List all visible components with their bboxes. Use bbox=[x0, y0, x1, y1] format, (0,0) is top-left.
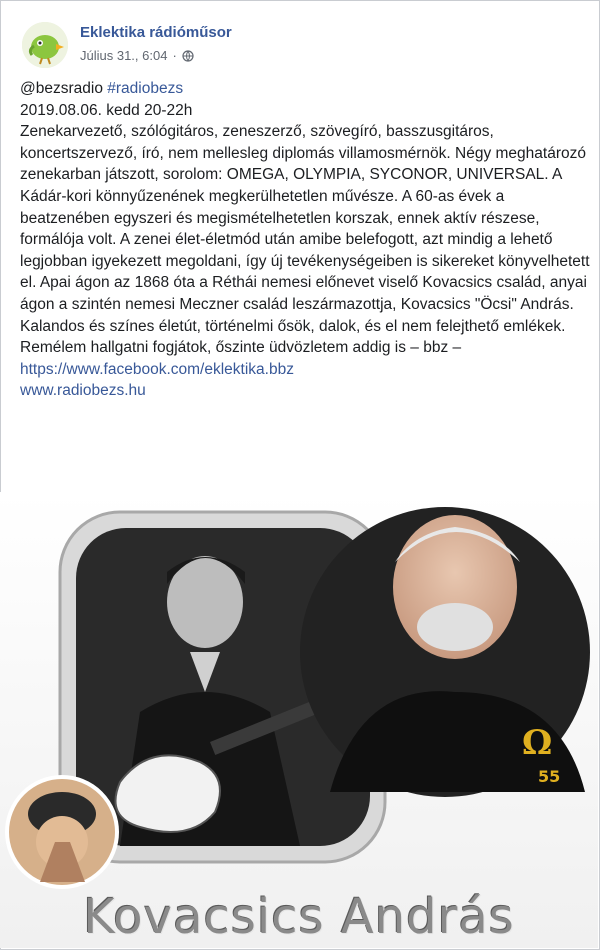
post-image[interactable] bbox=[0, 492, 598, 948]
post-body: Zenekarvezető, szólógitáros, zeneszerző, szövegíró, basszusgitáros, koncertszervező, író, nem mellesleg diplomás villamosmérnök. Négy meghatározó zenekarban játszott, sorolom: OMEGA, OLYMPIA, SYCONOR, UNIVERSAL. A Kádár-kori könnyűzenének megkerülhetetlen művésze. A 60-as évek a beatzenében egyszeri és megismételhetetlen korszak, ennek aktív részese, formálója volt. A zenei élet-életmód után amibe belefogott, azt mindig a lehető legjobban igyekezett megoldani, így új tevékenységeiben is sikereket könyvelhetett el. Apai ágon az 1868 óta a Réthái nemesi előnevet viselő Kovacsics család, anyai ágon a szintén nemesi Meczner család leszármazottja, Kovacsics "Öcsi" András. Kalandos és színes életút, történelmi ősök, dalok, és el nem felejthető emlékek. Remélem hallgatni fogjátok, őszinte üdvözletem addig is – bbz – bbox=[20, 123, 590, 357]
post-text bbox=[20, 78, 590, 402]
hashtag-link[interactable]: #radiobezs bbox=[107, 80, 184, 97]
page-name-link[interactable]: Eklektika rádióműsor bbox=[80, 24, 232, 41]
post-date-link[interactable]: Július 31., 6:04 bbox=[80, 48, 168, 63]
green-bird-logo-icon bbox=[22, 22, 68, 68]
globe-icon[interactable] bbox=[182, 50, 194, 62]
post-meta bbox=[80, 48, 194, 63]
meta-separator: · bbox=[172, 48, 177, 63]
svg-text:Ω: Ω bbox=[522, 723, 553, 763]
mention-link[interactable]: @bezsradio bbox=[20, 80, 103, 97]
collage-image bbox=[0, 492, 598, 948]
badge-number: 55 bbox=[538, 767, 561, 786]
image-banner-title: Kovacsics András bbox=[83, 889, 515, 945]
website-url-link[interactable]: www.radiobezs.hu bbox=[20, 382, 146, 400]
page-avatar[interactable] bbox=[22, 22, 68, 68]
post-tags-line bbox=[20, 78, 590, 100]
post-schedule: 2019.08.06. kedd 20-22h bbox=[20, 101, 193, 119]
facebook-url-link[interactable]: https://www.facebook.com/eklektika.bbz bbox=[20, 360, 294, 378]
